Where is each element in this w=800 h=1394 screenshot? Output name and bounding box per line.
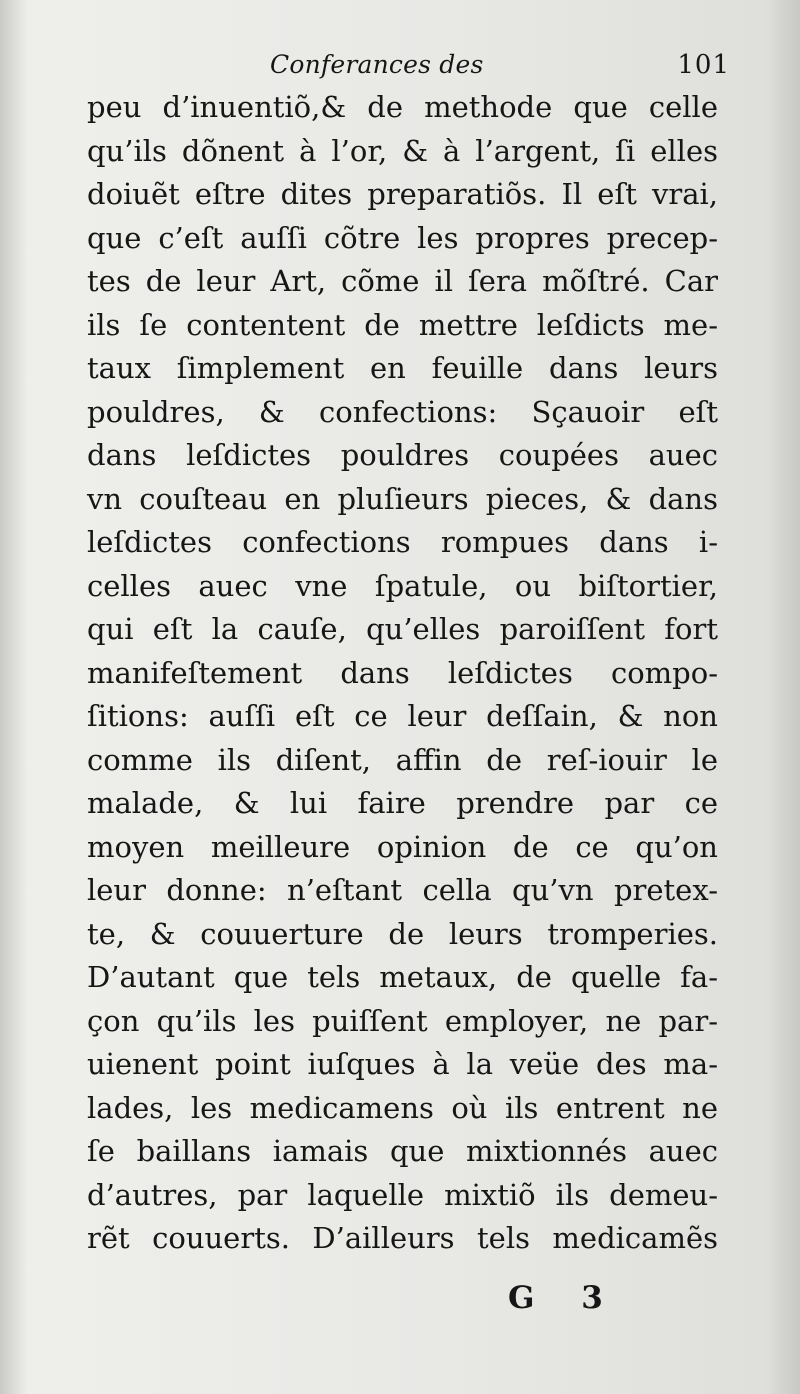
text-line: pouldres, & confections: Sçauoir eſt <box>87 394 718 429</box>
body-text <box>87 86 718 1261</box>
signature-mark: G 3 <box>508 1280 621 1316</box>
text-line: comme ils diſent, affin de reſ-iouir le <box>87 742 718 777</box>
page-header <box>270 50 730 84</box>
text-line: çon qu’ils les puiſſent employer, ne par- <box>87 1003 718 1038</box>
text-line: d’autres, par laquelle mixtiõ ils demeu- <box>87 1177 718 1212</box>
text-line: taux ſimplement en feuille dans leurs <box>87 351 718 385</box>
text-line: uienent point iuſques à la veüe des ma- <box>87 1047 718 1081</box>
text-line: moyen meilleure opinion de ce qu’on <box>87 829 718 864</box>
text-line: rẽt couuerts. D’ailleurs tels medicamẽs <box>87 1221 718 1255</box>
text-line: que c’eſt auſſi cõtre les propres precep- <box>87 220 718 255</box>
text-line: vn couſteau en pluſieurs pieces, & dans <box>87 481 718 516</box>
running-title: Conferances des <box>270 50 484 79</box>
text-line: celles auec vne ſpatule, ou biſtortier, <box>87 568 718 603</box>
text-line: lades, les medicamens où ils entrent ne <box>87 1090 718 1125</box>
page-number: 101 <box>677 50 730 80</box>
page-edge-shadow <box>766 0 800 1394</box>
text-line: malade, & lui faire prendre par ce <box>87 786 718 820</box>
text-line: ſe baillans iamais que mixtionnés auec <box>87 1134 718 1168</box>
text-line: qu’ils dõnent à l’or, & à l’argent, ſi elles <box>87 133 718 168</box>
text-line: dans leſdictes pouldres coupées auec <box>87 438 718 472</box>
text-line: manifeſtement dans leſdictes compo- <box>87 655 718 690</box>
page-gutter-shadow <box>0 0 28 1394</box>
text-line: D’autant que tels metaux, de quelle fa- <box>87 960 718 994</box>
text-line: peu d’inuentiõ,& de methode que celle <box>87 90 718 124</box>
text-line: qui eſt la cauſe, qu’elles paroiſſent fort <box>87 612 718 646</box>
text-line: leur donne: n’eſtant cella qu’vn pretex- <box>87 873 718 907</box>
text-line: te, & couuerture de leurs tromperies. <box>87 916 718 951</box>
text-line: ils ſe contentent de mettre leſdicts me- <box>87 307 718 342</box>
text-line: ſitions: auſſi eſt ce leur deſſain, & non <box>87 699 718 733</box>
text-line: leſdictes confections rompues dans i- <box>87 525 718 559</box>
text-line: doiuẽt eſtre dites preparatiõs. Il eſt vrai, <box>87 177 718 211</box>
text-line: tes de leur Art, cõme il ſera mõſtré. Car <box>87 264 718 298</box>
